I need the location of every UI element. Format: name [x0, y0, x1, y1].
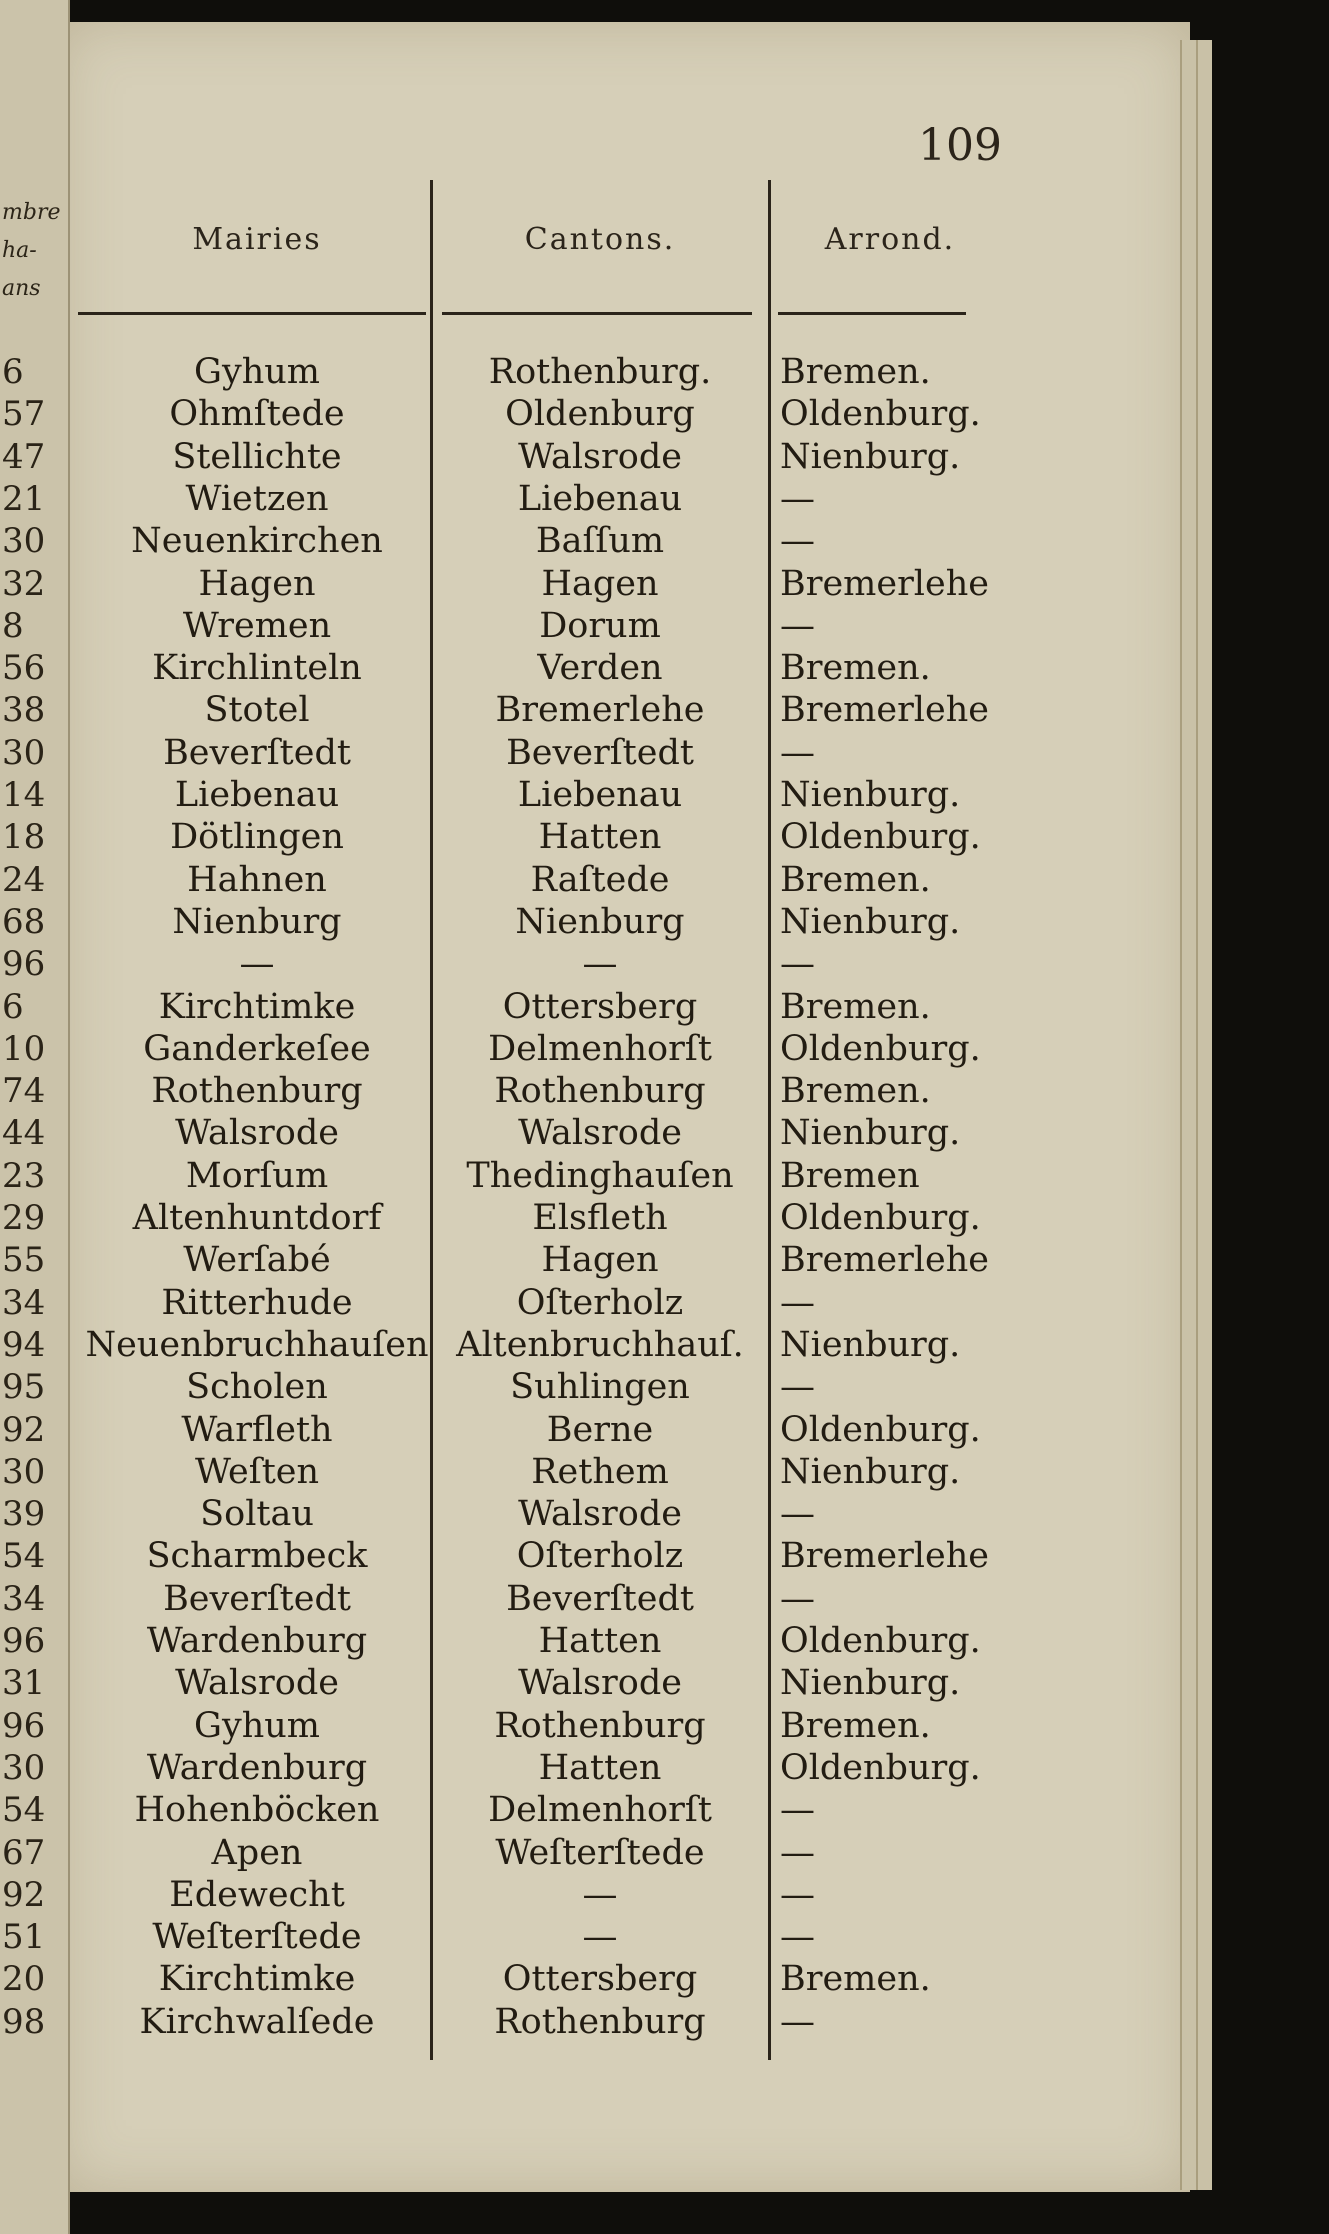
cell-mairie: Beverſtedt: [163, 1578, 351, 1619]
cell-arrond: Bremerlehe: [780, 563, 989, 604]
cell-mairie: Walsrode: [175, 1663, 339, 1704]
cell-arrond: —: [780, 1790, 815, 1831]
margin-number: 34: [2, 1578, 46, 1619]
cell-mairie: Neuenbruchhauſen: [85, 1324, 429, 1365]
cell-mairie: Ganderkeſee: [143, 1028, 371, 1069]
column-rule: [768, 180, 771, 2060]
cell-mairie: Dötlingen: [170, 817, 344, 858]
cell-canton: Hagen: [541, 563, 659, 604]
margin-number: 54: [2, 1536, 46, 1577]
page-edges-outer: [1196, 40, 1212, 2190]
page-number: 109: [918, 120, 1002, 171]
cell-canton: Altenbruchhauſ.: [456, 1324, 744, 1365]
cell-arrond: Oldenburg.: [780, 1747, 981, 1788]
margin-number: 18: [2, 817, 46, 858]
cell-mairie: Gyhum: [193, 352, 320, 392]
cell-arrond: —: [780, 732, 815, 773]
cell-mairie: Altenhuntdorf: [132, 1198, 382, 1238]
margin-number: 92: [2, 1874, 46, 1915]
margin-number: 92: [2, 1409, 46, 1450]
header-rule: [78, 312, 426, 315]
cell-mairie: Walsrode: [175, 1113, 339, 1154]
cell-canton: Weſterſtede: [495, 1832, 705, 1873]
cell-arrond: Bremen: [780, 1155, 920, 1196]
cell-arrond: —: [780, 521, 815, 562]
margin-number: 24: [2, 859, 46, 900]
cell-canton: Liebenau: [517, 478, 683, 519]
cell-mairie: Kirchtimke: [158, 986, 356, 1027]
cell-canton: Beverſtedt: [506, 732, 694, 773]
margin-number: 21: [2, 478, 46, 519]
header-rule: [778, 312, 966, 315]
margin-number: 56: [2, 648, 46, 689]
cell-canton: Oſterholz: [516, 1282, 684, 1323]
margin-number: 47: [2, 436, 46, 477]
facing-page-strip: [0, 0, 70, 2234]
margin-number: 57: [2, 394, 46, 435]
cell-mairie: Rothenburg: [151, 1071, 363, 1112]
cell-mairie: Werſabé: [183, 1240, 331, 1281]
cell-arrond: Bremerlehe: [780, 1536, 989, 1577]
cell-mairie: Wardenburg: [146, 1621, 368, 1661]
cell-canton: Hagen: [541, 1240, 659, 1281]
cell-mairie: Liebenau: [174, 775, 340, 815]
margin-number: 39: [2, 1494, 46, 1535]
cell-canton: Baſſum: [535, 521, 665, 562]
cell-canton: Raſtede: [530, 859, 670, 900]
cell-mairie: Neuenkirchen: [131, 521, 383, 562]
margin-header-line: ha-: [2, 238, 37, 263]
cell-mairie: Weſterſtede: [152, 1917, 362, 1958]
cell-arrond: Nienburg.: [780, 775, 961, 815]
cell-arrond: Nienburg.: [780, 1451, 961, 1492]
cell-canton: Bremerlehe: [495, 690, 705, 731]
cell-mairie: Stellichte: [172, 436, 342, 477]
cell-canton: Berne: [546, 1409, 654, 1450]
cell-mairie: Kirchlinteln: [152, 648, 362, 689]
cell-canton: Walsrode: [518, 1494, 682, 1535]
cell-arrond: Bremen.: [780, 1705, 931, 1746]
cell-arrond: Oldenburg.: [780, 1198, 981, 1238]
cell-canton: Ottersberg: [502, 986, 698, 1027]
header-arrond: Arrond.: [824, 222, 956, 257]
margin-number: 34: [2, 1282, 46, 1323]
cell-canton: Beverſtedt: [506, 1578, 694, 1619]
margin-number: 38: [2, 690, 46, 731]
margin-number: 98: [2, 2001, 46, 2042]
cell-canton: Elsfleth: [532, 1198, 668, 1238]
margin-header-line: ans: [2, 276, 41, 301]
margin-number: 44: [2, 1113, 46, 1154]
cell-arrond: Oldenburg.: [780, 1409, 981, 1450]
margin-number: 51: [2, 1917, 46, 1958]
margin-number: 14: [2, 775, 46, 815]
cell-arrond: —: [780, 944, 815, 985]
cell-mairie: Wardenburg: [146, 1747, 368, 1788]
cell-mairie: Kirchtimke: [158, 1959, 356, 2000]
header-cantons: Cantons.: [524, 222, 676, 257]
cell-mairie: Stotel: [204, 690, 310, 731]
cell-canton: Walsrode: [518, 436, 682, 477]
cell-mairie: Hohenböcken: [134, 1790, 380, 1831]
header-mairies: Mairies: [192, 222, 322, 257]
margin-number: 29: [2, 1198, 46, 1238]
cell-arrond: Nienburg.: [780, 1663, 961, 1704]
margin-number: 23: [2, 1155, 46, 1196]
margin-number: 30: [2, 732, 46, 773]
cell-mairie: Beverſtedt: [163, 732, 351, 773]
cell-canton: —: [582, 944, 618, 985]
cell-mairie: Morſum: [185, 1155, 329, 1196]
cell-canton: Delmenhorſt: [488, 1790, 712, 1831]
cell-mairie: Ohmſtede: [169, 394, 345, 435]
cell-canton: Hatten: [538, 817, 662, 858]
cell-mairie: Warfleth: [181, 1409, 333, 1450]
cell-mairie: Apen: [211, 1832, 303, 1873]
cell-mairie: Nienburg: [172, 901, 342, 942]
cell-canton: —: [582, 1917, 618, 1958]
cell-arrond: —: [780, 1494, 815, 1535]
page-edges: [1180, 40, 1196, 2190]
cell-arrond: Bremerlehe: [780, 690, 989, 731]
cell-arrond: Bremen.: [780, 352, 931, 392]
cell-arrond: —: [780, 2001, 815, 2042]
cell-mairie: Scharmbeck: [146, 1536, 368, 1577]
cell-canton: Oldenburg: [505, 394, 695, 435]
margin-number: 55: [2, 1240, 46, 1281]
cell-canton: Oſterholz: [516, 1536, 684, 1577]
cell-canton: Rothenburg.: [488, 352, 712, 392]
cell-arrond: —: [780, 1367, 815, 1408]
cell-arrond: —: [780, 1578, 815, 1619]
cell-canton: —: [582, 1874, 618, 1915]
cell-canton: Hatten: [538, 1747, 662, 1788]
cell-arrond: —: [780, 1917, 815, 1958]
header-rule: [442, 312, 752, 315]
cell-canton: Hatten: [538, 1621, 662, 1661]
margin-number: 30: [2, 1747, 46, 1788]
cell-canton: Walsrode: [518, 1113, 682, 1154]
cell-arrond: Nienburg.: [780, 1324, 961, 1365]
cell-mairie: Weſten: [194, 1451, 320, 1492]
cell-mairie: Hagen: [198, 563, 316, 604]
cell-canton: Rothenburg: [494, 1071, 706, 1112]
cell-arrond: Bremen.: [780, 986, 931, 1027]
cell-arrond: Bremen.: [780, 859, 931, 900]
cell-arrond: Oldenburg.: [780, 394, 981, 435]
cell-arrond: —: [780, 1282, 815, 1323]
cell-mairie: Ritterhude: [161, 1282, 353, 1323]
margin-number: 54: [2, 1790, 46, 1831]
cell-arrond: Oldenburg.: [780, 1621, 981, 1661]
cell-canton: Rethem: [531, 1451, 669, 1492]
cell-mairie: Kirchwalſede: [139, 2001, 375, 2042]
cell-mairie: Scholen: [186, 1367, 328, 1408]
cell-arrond: Bremen.: [780, 648, 931, 689]
cell-arrond: Bremerlehe: [780, 1240, 989, 1281]
cell-canton: Verden: [537, 648, 663, 689]
margin-number: 30: [2, 521, 46, 562]
margin-number: 95: [2, 1367, 46, 1408]
margin-number: 10: [2, 1028, 46, 1069]
margin-number: 96: [2, 944, 46, 985]
cell-mairie: Hahnen: [187, 859, 327, 900]
margin-number: 20: [2, 1959, 46, 2000]
margin-number: 6: [2, 352, 24, 392]
cell-arrond: Oldenburg.: [780, 817, 981, 858]
cell-arrond: Bremen.: [780, 1071, 931, 1112]
margin-number: 67: [2, 1832, 46, 1873]
cell-canton: Dorum: [539, 605, 661, 646]
margin-number: 74: [2, 1071, 46, 1112]
cell-canton: Thedinghauſen: [466, 1155, 734, 1196]
margin-number: 6: [2, 986, 24, 1027]
cell-arrond: —: [780, 605, 815, 646]
cell-arrond: Nienburg.: [780, 901, 961, 942]
cell-mairie: Gyhum: [193, 1705, 320, 1746]
cell-arrond: —: [780, 478, 815, 519]
margin-header-line: mbre: [2, 200, 61, 225]
cell-canton: Nienburg: [515, 901, 685, 942]
cell-mairie: Wremen: [182, 605, 332, 646]
cell-arrond: Oldenburg.: [780, 1028, 981, 1069]
cell-canton: Rothenburg: [494, 2001, 706, 2042]
cell-canton: Suhlingen: [510, 1367, 690, 1408]
margin-number: 31: [2, 1663, 46, 1704]
cell-arrond: Nienburg.: [780, 1113, 961, 1154]
cell-arrond: —: [780, 1832, 815, 1873]
cell-canton: Liebenau: [517, 775, 683, 815]
cell-canton: Ottersberg: [502, 1959, 698, 2000]
cell-mairie: —: [239, 944, 275, 985]
cell-canton: Delmenhorſt: [488, 1028, 712, 1069]
margin-number: 8: [2, 605, 24, 646]
cell-arrond: Nienburg.: [780, 436, 961, 477]
margin-number: 96: [2, 1621, 46, 1661]
cell-arrond: Bremen.: [780, 1959, 931, 2000]
cell-mairie: Soltau: [200, 1494, 314, 1535]
cell-arrond: —: [780, 1874, 815, 1915]
cell-canton: Rothenburg: [494, 1705, 706, 1746]
cell-mairie: Wietzen: [185, 478, 329, 519]
cell-mairie: Edewecht: [169, 1874, 345, 1915]
cell-canton: Walsrode: [518, 1663, 682, 1704]
margin-number: 68: [2, 901, 46, 942]
margin-number: 30: [2, 1451, 46, 1492]
margin-number: 32: [2, 563, 46, 604]
margin-number: 94: [2, 1324, 46, 1365]
margin-number: 96: [2, 1705, 46, 1746]
